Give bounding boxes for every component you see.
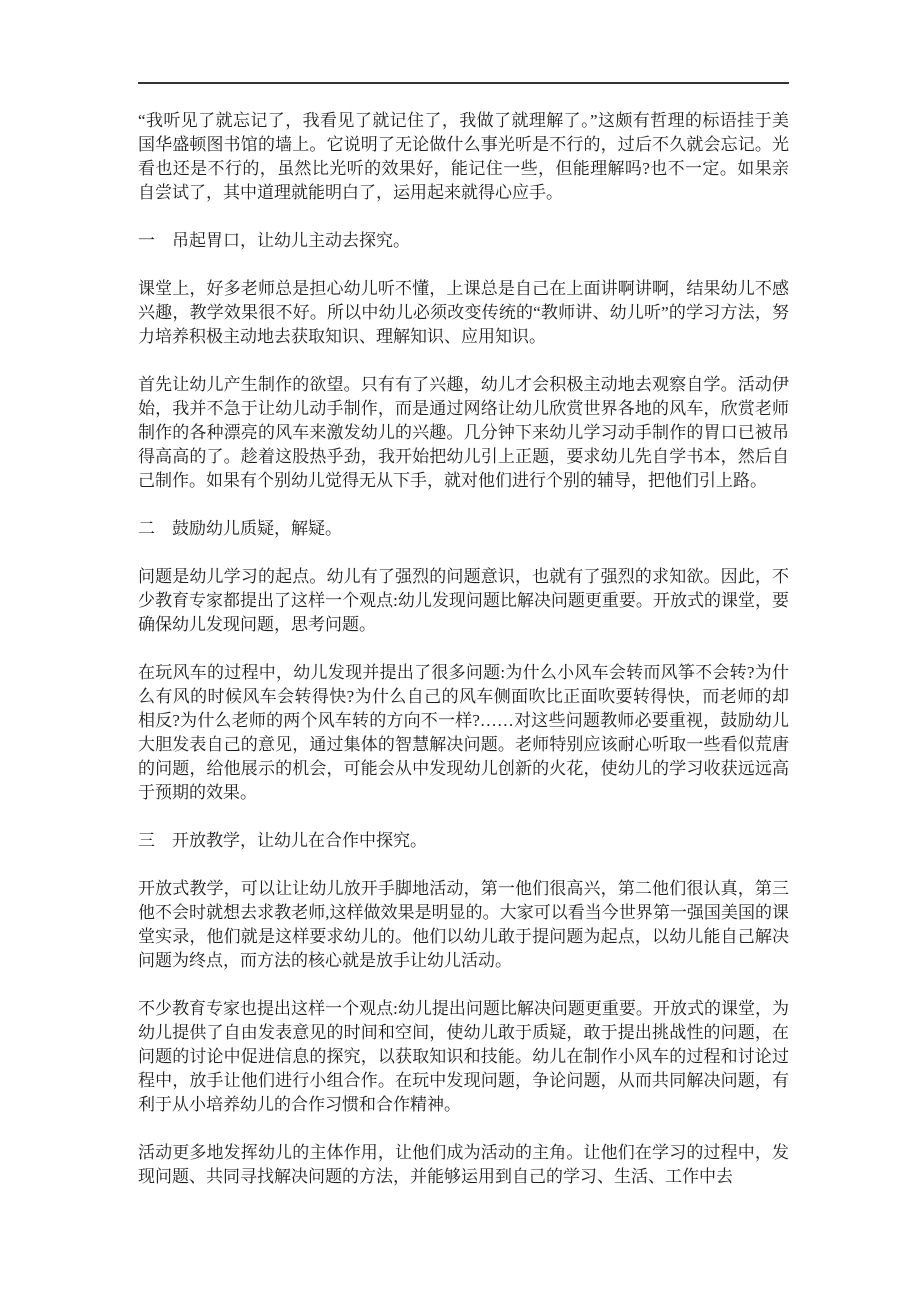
document-content xyxy=(138,109,789,1213)
header-rule xyxy=(138,82,789,84)
body-paragraph: 活动更多地发挥幼儿的主体作用，让他们成为活动的主角。让他们在学习的过程中，发现问题、共同寻找解决问题的方法，并能够运用到自己的学习、生活、工作中去 xyxy=(138,1143,789,1186)
body-paragraph: 开放式教学，可以让让幼儿放开手脚地活动，第一他们很高兴，第二他们很认真，第三他不会时就想去求教老师,这样做效果是明显的。大家可以看当今世界第一强国美国的课堂实录，他们就是这样要求幼儿的。他们以幼儿敢于提问题为起点，以幼儿能自己解决问题为终点，而方法的核心就是放手让幼儿活动。 xyxy=(138,879,789,970)
section-heading: 一 吊起胃口，让幼儿主动去探究。 xyxy=(138,231,410,250)
body-paragraph: 首先让幼儿产生制作的欲望。只有有了兴趣，幼儿才会积极主动地去观察自学。活动伊始，我并不急于让幼儿动手制作，而是通过网络让幼儿欣赏世界各地的风车，欣赏老师制作的各种漂亮的风车来激发幼儿的兴趣。几分钟下来幼儿学习动手制作的胃口已被吊得高高的了。趁着这股热乎劲，我开始把幼儿引上正题，要求幼儿先自学书本，然后自己制作。如果有个别幼儿觉得无从下手，就对他们进行个别的辅导，把他们引上路。 xyxy=(138,375,789,490)
body-paragraph: “我听见了就忘记了，我看见了就记住了，我做了就理解了。”这颇有哲理的标语挂于美国华盛顿图书馆的墙上。它说明了无论做什么事光听是不行的，过后不久就会忘记。光看也还是不行的，虽然比光听的效果好，能记住一些，但能理解吗?也不一定。如果亲自尝试了，其中道理就能明白了，运用起来就得心应手。 xyxy=(138,111,789,202)
body-paragraph: 在玩风车的过程中，幼儿发现并提出了很多问题:为什么小风车会转而风筝不会转?为什么有风的时候风车会转得快?为什么自己的风车侧面吹比正面吹要转得快，而老师的却相反?为什么老师的两个风车转的方向不一样?……对这些问题教师必要重视，鼓励幼儿大胆发表自己的意见，通过集体的智慧解决问题。老师特别应该耐心听取一些看似荒唐的问题，给他展示的机会，可能会从中发现幼儿创新的火花，使幼儿的学习收获远远高于预期的效果。 xyxy=(138,663,789,802)
body-paragraph: 课堂上，好多老师总是担心幼儿听不懂，上课总是自己在上面讲啊讲啊，结果幼儿不感兴趣，教学效果很不好。所以中幼儿必须改变传统的“教师讲、幼儿听”的学习方法，努力培养积极主动地去获取知识、理解知识、应用知识。 xyxy=(138,279,789,346)
body-paragraph: 问题是幼儿学习的起点。幼儿有了强烈的问题意识，也就有了强烈的求知欲。因此，不少教育专家都提出了这样一个观点:幼儿发现问题比解决问题更重要。开放式的课堂，要确保幼儿发现问题，思考问题。 xyxy=(138,567,789,634)
section-heading: 二 鼓励幼儿质疑，解疑。 xyxy=(138,519,342,538)
section-heading: 三 开放教学，让幼儿在合作中探究。 xyxy=(138,831,427,850)
body-paragraph: 不少教育专家也提出这样一个观点:幼儿提出问题比解决问题更重要。开放式的课堂，为幼儿提供了自由发表意见的时间和空间，使幼儿敢于质疑，敢于提出挑战性的问题，在问题的讨论中促进信息的探究，以获取知识和技能。幼儿在制作小风车的过程和讨论过程中，放手让他们进行小组合作。在玩中发现问题，争论问题，从而共同解决问题，有利于从小培养幼儿的合作习惯和合作精神。 xyxy=(138,999,789,1114)
